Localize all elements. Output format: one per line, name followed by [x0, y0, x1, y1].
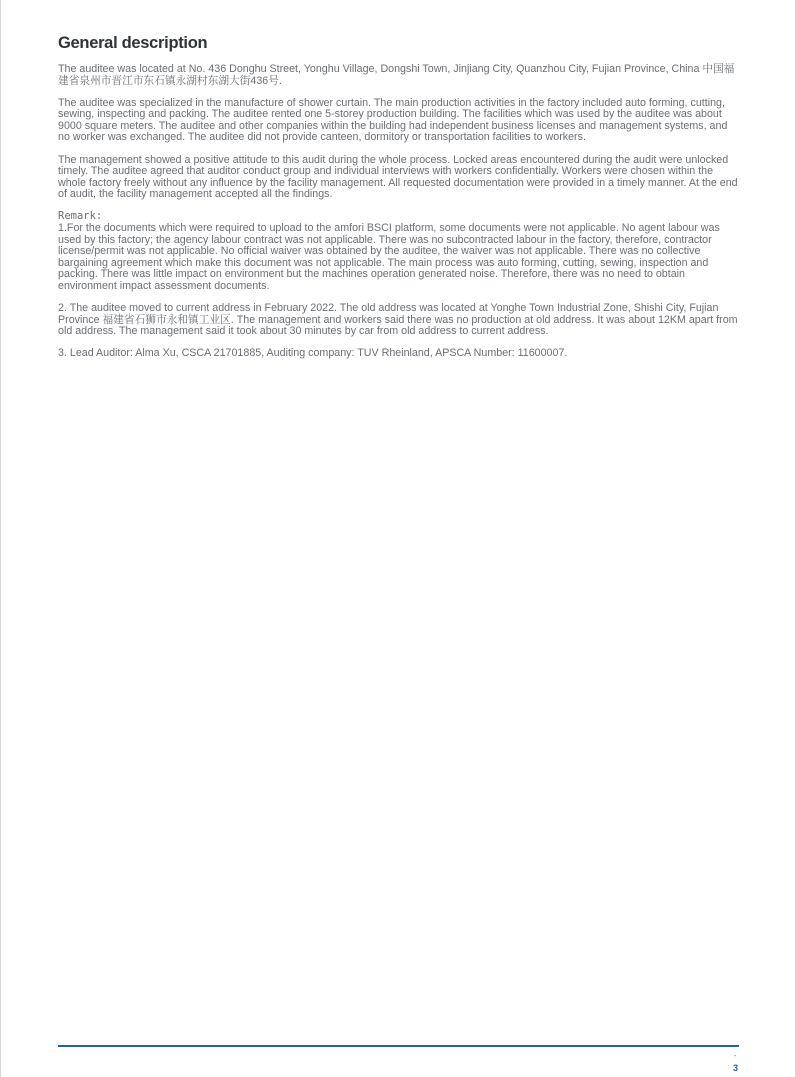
general-description-section: [58, 32, 742, 370]
page-number: 3: [733, 1063, 739, 1073]
remark-label: Remark:: [58, 210, 103, 223]
paragraph-management: The management showed a positive attitude to this audit during the whole process. Locked areas encountered during the audit were unlocked timely. The auditee agreed that auditor conduct group and individual interviews with workers confidentially. Workers were chosen within the whole factory freely without any influence by the facility management. All requested documentation were provided in a timely manner. At the end of audit, the facility management accepted all the findings.: [58, 153, 738, 201]
remarks-block: [58, 211, 742, 360]
paragraph-address: The auditee was located at No. 436 Donghu Street, Yonghu Village, Dongshi Town, Jinjiang City, Quanzhou City, Fujian Province, China 中国福建省泉州市晋江市东石镇永湖村东湖大街436号.: [58, 63, 735, 87]
page-left-border: [0, 0, 1, 1077]
page-number-dash: -: [734, 1053, 737, 1060]
remark-item-3: 3. Lead Auditor: Alma Xu, CSCA 21701885, Auditing company: TUV Rheinland, APSCA Number: 11600007.: [58, 347, 568, 360]
remark-item-2: 2. The auditee moved to current address in February 2022. The old address was located at Yonghe Town Industrial Zone, Shishi City, Fujian Province 福建省石狮市永和镇工业区. The management and workers said there was no production at old address. It was about 12KM apart from old address. The management said it took about 30 minutes by car from old address to current address.: [58, 302, 738, 338]
remark-item-1: 1.For the documents which were required to upload to the amfori BSCI platform, some documents were not applicable. No agent labour was used by this factory; the agency labour contract was not applicable. There was no subcontracted labour in the factory, therefore, contractor license/permit was not applicable. No official waiver was obtained by the auditee, the waiver was not applicable. There was no collective bargaining agreement which make this document was not applicable. The main process was auto forming, cutting, sewing, inspection and packing. There was little impact on environment but the machines operation generated noise. Therefore, there was no need to obtain environment impact assessment documents.: [58, 222, 720, 292]
paragraph-production: The auditee was specialized in the manufacture of shower curtain. The main production activities in the factory included auto forming, cutting, sewing, inspecting and packing. The auditee rented one 5-storey production building. The facilities which was used by the auditee was about 9000 square meters. The auditee and other companies within the building had independent business licenses and management systems, and no worker was exchanged. The auditee did not provide canteen, dormitory or transportation facilities to workers.: [58, 96, 728, 144]
section-title: General description: [58, 34, 208, 52]
footer-divider: [58, 1045, 739, 1047]
